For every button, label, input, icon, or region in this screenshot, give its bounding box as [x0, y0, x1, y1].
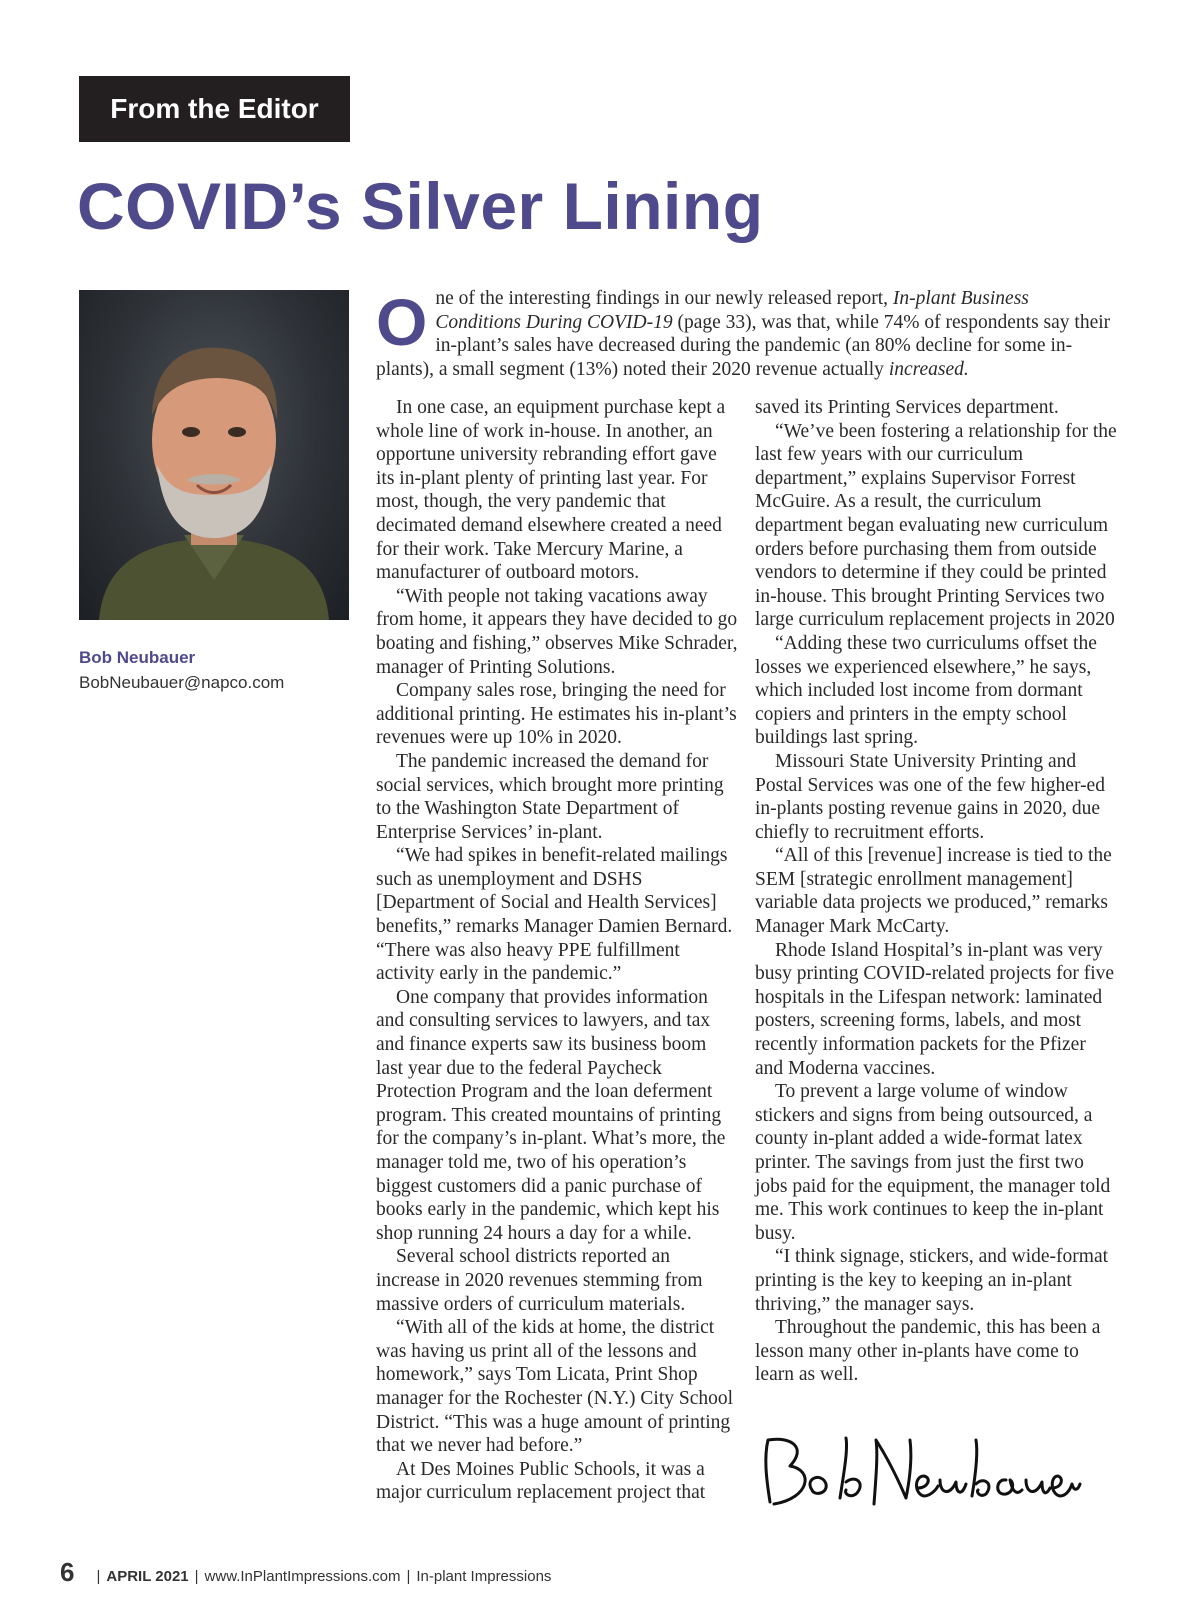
footer-separator: | [406, 1568, 411, 1585]
footer-separator: | [194, 1568, 199, 1585]
drop-cap: O [376, 285, 428, 359]
footer-separator: | [96, 1568, 101, 1585]
body-paragraph: saved its Printing Services department. [755, 397, 1059, 418]
body-paragraph: “Adding these two curriculums offset the losses we experienced elsewhere,” he says, which included lost income from dormant copiers and printers in the empty school buildings last spring. [755, 632, 1097, 749]
lead-emphasis: increased. [888, 358, 969, 380]
author-photo [79, 290, 349, 620]
body-paragraph: To prevent a large volume of window stickers and signs from being outsourced, a county in-plant added a wide-format latex printer. The savings from just the first two jobs paid for the equipment, the manager told me. This work continues to keep the in-plant busy. [755, 1081, 1111, 1244]
body-paragraph: “With all of the kids at home, the district was having us print all of the lessons and homework,” says Tom Licata, Print Shop manager for the Rochester (N.Y.) City School District. “This was a huge amount of printing that we never had before.” [376, 1317, 734, 1457]
body-paragraph: “We’ve been fostering a relationship for the last few years with our curriculum department,” explains Supervisor Forrest McGuire. As a result, the curriculum department began evaluating new curriculum orders before purchasing them from outside vendors to determine if they could be printed in-house. This brought Printing Services two large curriculum replacement projects in 2020 [755, 420, 1117, 631]
lead-paragraph [376, 287, 1116, 381]
body-paragraph: At Des Moines Public Schools, it was a major curriculum replacement project that [376, 1458, 706, 1504]
body-paragraph: One company that provides information and consulting services to lawyers, and tax and finance experts saw its business boom last year due to the federal Paycheck Protection Program and the loan deferment program. This created mountains of printing for the company’s in-plant. What’s more, the manager told me, two of his operation’s biggest customers did a panic purchase of books early in the pandemic, which kept his shop running 24 hours a day for a while. [376, 986, 726, 1244]
body-paragraph: “With people not taking vacations away from home, it appears they have decided to go boating and fishing,” observes Mike Schrader, manager of Printing Solutions. [376, 585, 738, 678]
page-title: COVID’s Silver Lining [77, 169, 764, 243]
author-name: Bob Neubauer [79, 648, 196, 667]
section-label: From the Editor [79, 76, 350, 142]
body-paragraph: “I think signage, stickers, and wide-format printing is the key to keeping an in-plant thriving,” the manager says. [755, 1246, 1109, 1315]
lead-text-2: (page 33), was that, while 74% of respondents say their in-plant’s sales have decreased during the pandemic (an 80% decline for some in-plants), a small segment (13%) noted their 2020 revenue actually [376, 311, 1111, 380]
author-email: BobNeubauer@napco.com [79, 673, 285, 692]
author-portrait-illustration [79, 290, 349, 620]
body-paragraph: Company sales rose, bringing the need for additional printing. He estimates his in-plant’s revenues were up 10% in 2020. [376, 680, 737, 749]
publication-name: In-plant Impressions [416, 1568, 552, 1585]
editor-signature [752, 1432, 1082, 1514]
body-paragraph: “All of this [revenue] increase is tied to the SEM [strategic enrollment management] variable data projects we produced,” remarks Manager Mark McCarty. [755, 845, 1112, 938]
body-paragraph: The pandemic increased the demand for social services, which brought more printing to the Washington State Department of Enterprise Services’ in-plant. [376, 750, 724, 843]
lead-text-1: ne of the interesting findings in our newly released report, [435, 288, 893, 309]
body-paragraph: Rhode Island Hospital’s in-plant was very busy printing COVID-related projects for five hospitals in the Lifespan network: laminated posters, screening forms, labels, and most recently information packets for the Pfizer and Moderna vaccines. [755, 939, 1115, 1079]
body-paragraph: Several school districts reported an increase in 2020 revenues stemming from massive orders of curriculum materials. [376, 1246, 703, 1315]
body-paragraph: Throughout the pandemic, this has been a lesson many other in-plants have come to learn as well. [755, 1317, 1101, 1386]
body-column-1 [376, 396, 738, 1505]
issue-date: APRIL 2021 [106, 1568, 189, 1585]
body-paragraph: Missouri State University Printing and Postal Services was one of the few higher-ed in-plants posting revenue gains in 2020, due chiefly to recruitment efforts. [755, 750, 1105, 843]
body-column-2 [755, 396, 1117, 1387]
page-footer [60, 1557, 551, 1588]
website-link[interactable]: www.InPlantImpressions.com [204, 1568, 401, 1585]
body-paragraph: “We had spikes in benefit-related mailings such as unemployment and DSHS [Department of Social and Health Services] benefits,” remarks Manager Damien Bernard. “There was also heavy PPE fulfillment activity early in the pandemic.” [376, 845, 733, 985]
report-title: In-plant Business Conditions During COVID-19 [435, 288, 1029, 333]
body-paragraph: In one case, an equipment purchase kept a whole line of work in-house. In another, an opportune university rebranding effort gave its in-plant plenty of printing last year. For most, though, the very pandemic that decimated demand elsewhere created a need for their work. Take Mercury Marine, a manufacturer of outboard motors. [376, 397, 726, 584]
page-number: 6 [60, 1557, 75, 1587]
